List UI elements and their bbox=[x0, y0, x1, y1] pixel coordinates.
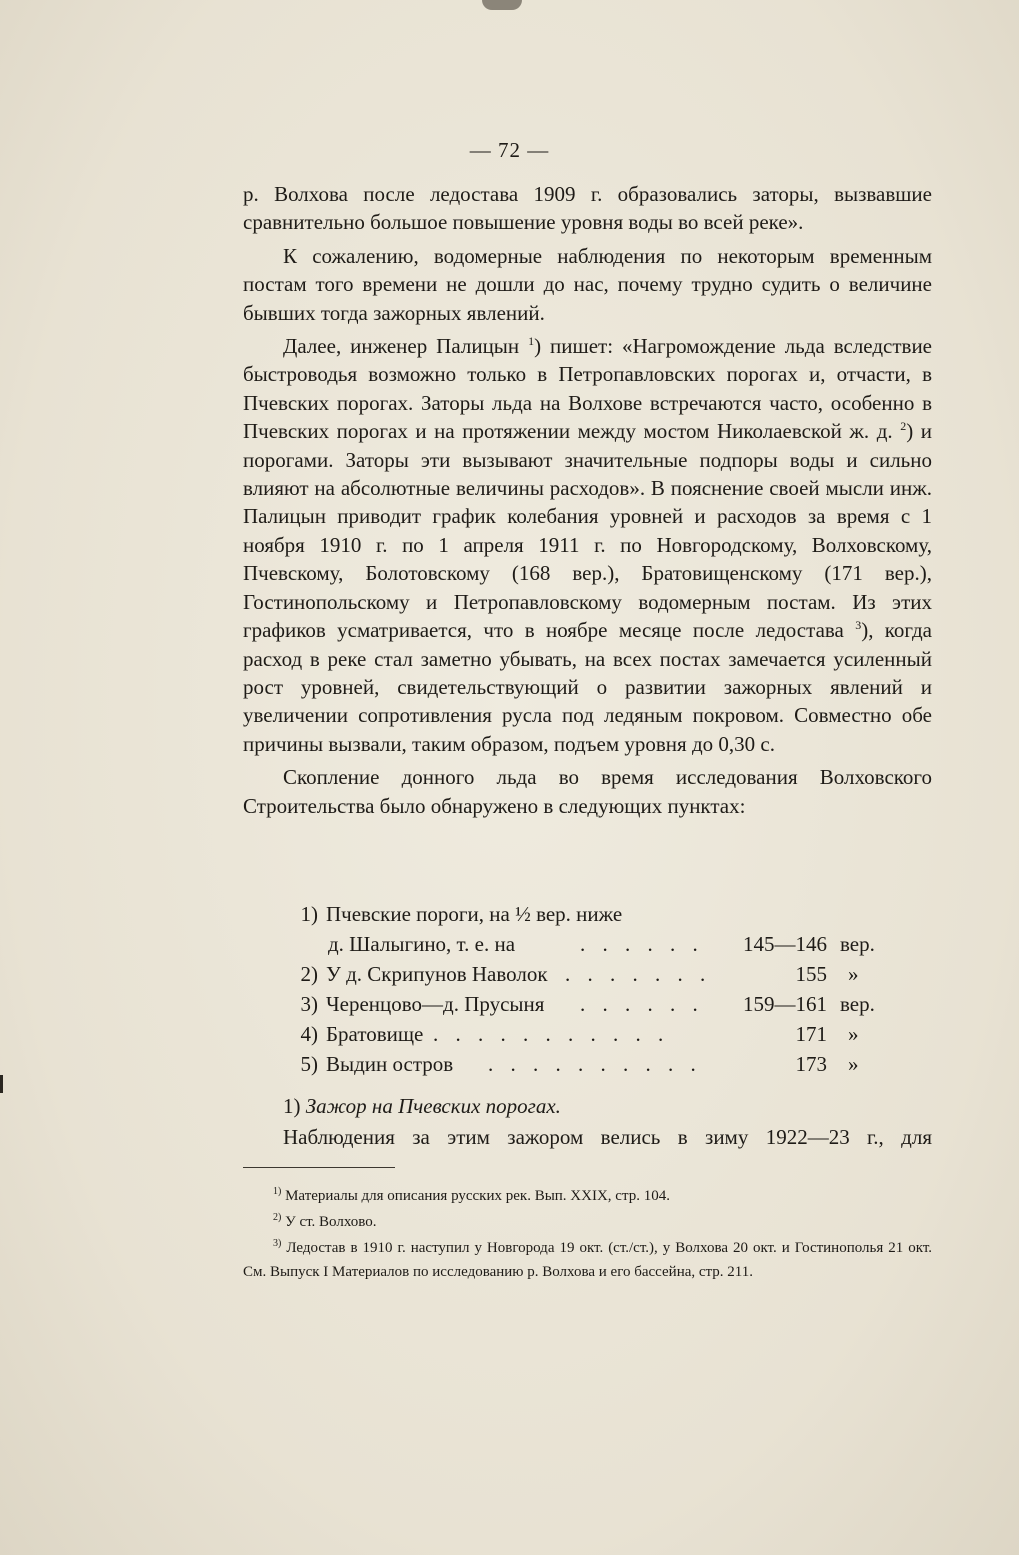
footnote-3 bbox=[243, 1236, 932, 1284]
item-number: 4) bbox=[300, 1022, 318, 1046]
footnote-ref: 2 bbox=[900, 419, 907, 434]
paragraph-4: Скопление донного льда во время исследования Волховского Строительства было обнаружено в следующих пунктах: bbox=[243, 765, 932, 818]
footnote-ref: 3 bbox=[855, 618, 862, 633]
item-number: 1) bbox=[300, 902, 318, 926]
item-place: Выдин остров bbox=[326, 1052, 454, 1076]
footnote-ref: 1 bbox=[528, 334, 535, 349]
item-place: Пчевские пороги, на ½ вер. ниже bbox=[326, 902, 623, 926]
leader-dots: . . . . . . . bbox=[565, 962, 712, 986]
list-item bbox=[243, 992, 932, 1020]
section-heading bbox=[283, 1094, 561, 1119]
leader-dots: . . . . . . bbox=[580, 992, 704, 1016]
item-distance: 155 bbox=[795, 962, 827, 986]
item-distance: 173 bbox=[795, 1052, 827, 1076]
item-unit: » bbox=[848, 962, 859, 986]
list-item bbox=[243, 962, 932, 990]
section-title: Зажор на Пчевских порогах. bbox=[305, 1094, 561, 1118]
footnotes bbox=[243, 1184, 932, 1286]
item-place: Черенцово—д. Прусыня bbox=[326, 992, 545, 1016]
leader-dots: . . . . . . . . . . . bbox=[433, 1022, 670, 1046]
footnote-text: Ледостав в 1910 г. наступил у Новгорода 19 окт. (ст./ст.), у Волхова 20 окт. и Гостинополья 21 окт. См. Выпуск I Материалов по исследованию р. Волхова и его бассейна, стр. 211. bbox=[243, 1240, 932, 1280]
footnote-divider bbox=[243, 1167, 395, 1168]
item-number: 2) bbox=[300, 962, 318, 986]
item-unit: » bbox=[848, 1052, 859, 1076]
item-number: 3) bbox=[300, 992, 318, 1016]
footnote-mark: 3) bbox=[273, 1238, 282, 1249]
footnote-mark: 1) bbox=[273, 1186, 282, 1197]
item-place-continued: д. Шалыгино, т. е. на bbox=[328, 932, 516, 956]
footnote-1 bbox=[243, 1184, 932, 1208]
paragraph-1: р. Волхова после ледостава 1909 г. образовались заторы, вызвавшие сравнительно большое повышение уровня воды во всей реке». bbox=[243, 182, 932, 235]
section-number: 1) bbox=[283, 1094, 301, 1118]
item-place: У д. Скрипунов Наволок bbox=[326, 962, 548, 986]
item-unit: вер. bbox=[840, 932, 875, 956]
item-distance: 145—146 bbox=[743, 932, 827, 956]
paragraph-2: К сожалению, водомерные наблюдения по некоторым временным постам того времени не дошли до нас, почему трудно судить о величине бывших тогда зажорных явлений. bbox=[243, 243, 932, 325]
footnote-text: У ст. Волхово. bbox=[285, 1214, 377, 1230]
item-distance: 159—161 bbox=[743, 992, 827, 1016]
footnote-2 bbox=[243, 1210, 932, 1234]
binding-mark bbox=[0, 1075, 3, 1093]
item-unit: » bbox=[848, 1022, 859, 1046]
list-item-continuation bbox=[243, 932, 932, 960]
paragraph-5: Наблюдения за этим зажором велись в зиму 1922—23 г., для bbox=[283, 1125, 932, 1149]
leader-dots: . . . . . . . . . . bbox=[488, 1052, 702, 1076]
footnote-text: Материалы для описания русских рек. Вып. XXIX, стр. 104. bbox=[285, 1188, 670, 1204]
item-place: Братовище bbox=[326, 1022, 424, 1046]
body-text bbox=[243, 180, 932, 825]
paragraph-3: Далее, инженер Палицын $^1$) пишет: «Нагромождение льда вследствие быстроводья возможно только в Петропавловских порогах и, отчасти, в Пчевских порогах. Заторы льда на Волхове встречаются часто, особенно в Пчевских порогах и на протяжении между мостом Николаевской ж. д. $^2$) и порогами. Заторы эти вызывают значительные подпоры воды и сильно влияют на абсолютные величины расходов». В пояснение своей мысли инж. Палицын приводит график колебания уровней и расходов за время с 1 ноября 1910 г. по 1 апреля 1911 г. по Новгородскому, Волховскому, Пчевскому, Болотовскому (168 вер.), Братовищенскому (171 вер.), Гостинопольскому и Петропавловскому водомерным постам. Из этих графиков усматривается, что в ноябре месяце после ледостава $^3$), когда расход в реке стал заметно убывать, на всех постах замечается усиленный рост уровней, свидетельствующий о развитии зажорных явлений и увеличении сопротивления русла под ледяным покровом. Совместно обе причины вызвали, таким образом, подъем уровня до 0,30 с. bbox=[243, 334, 933, 756]
list-item bbox=[243, 1052, 932, 1080]
item-distance: 171 bbox=[795, 1022, 827, 1046]
page-number: — 72 — bbox=[469, 138, 550, 162]
list-item bbox=[243, 902, 932, 930]
item-number: 5) bbox=[300, 1052, 318, 1076]
footnote-mark: 2) bbox=[273, 1212, 282, 1223]
item-unit: вер. bbox=[840, 992, 875, 1016]
list-item bbox=[243, 1022, 932, 1050]
ink-blot bbox=[482, 0, 522, 10]
leader-dots: . . . . . . bbox=[580, 932, 704, 956]
